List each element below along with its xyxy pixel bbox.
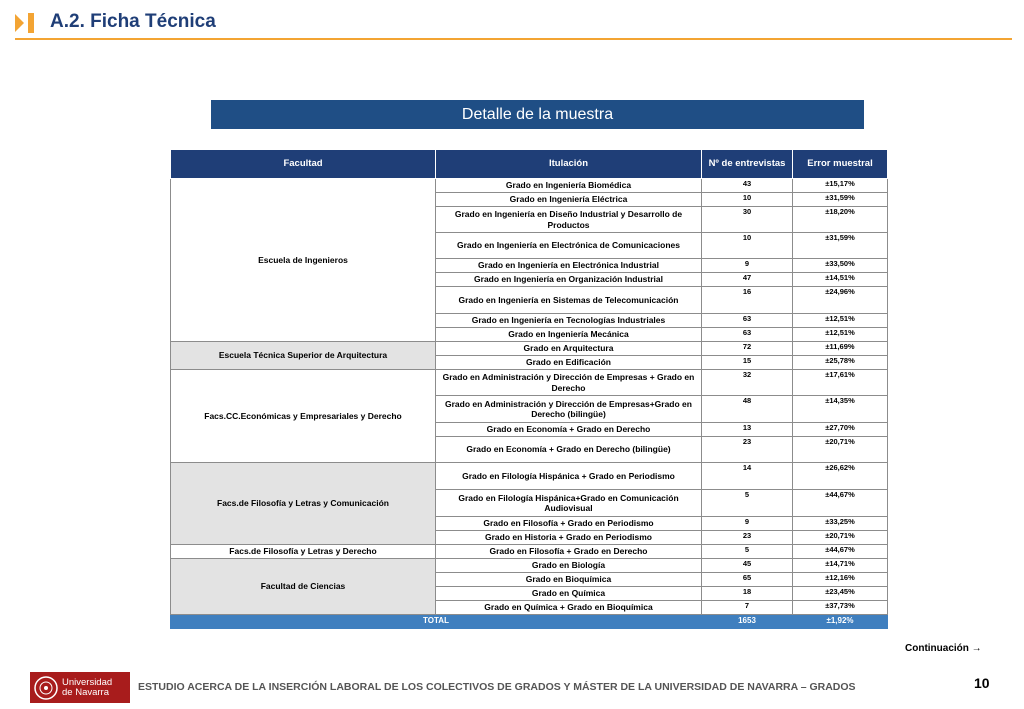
continuation-link[interactable]	[905, 643, 982, 654]
chevron-bar-icon	[15, 12, 39, 34]
total-label: TOTAL	[171, 615, 702, 629]
titulacion-cell: Grado en Filología Hispánica + Grado en Periodismo	[436, 463, 702, 490]
university-logo	[30, 672, 130, 703]
entrevistas-cell: 18	[702, 587, 793, 601]
section-banner: Detalle de la muestra	[211, 100, 864, 129]
entrevistas-cell: 72	[702, 342, 793, 356]
error-cell: ±31,59%	[793, 193, 888, 207]
error-cell: ±12,16%	[793, 573, 888, 587]
titulacion-cell: Grado en Filología Hispánica+Grado en Comunicación Audiovisual	[436, 490, 702, 517]
titulacion-cell: Grado en Arquitectura	[436, 342, 702, 356]
page-title: A.2. Ficha Técnica	[50, 11, 216, 32]
facultad-cell: Escuela Técnica Superior de Arquitectura	[171, 342, 436, 370]
error-cell: ±11,69%	[793, 342, 888, 356]
error-cell: ±17,61%	[793, 370, 888, 396]
continuation-label: Continuación	[905, 643, 969, 654]
entrevistas-cell: 65	[702, 573, 793, 587]
titulacion-cell: Grado en Historia + Grado en Periodismo	[436, 531, 702, 545]
header-error: Error muestral	[793, 150, 888, 179]
error-cell: ±27,70%	[793, 423, 888, 437]
error-cell: ±14,35%	[793, 396, 888, 423]
titulacion-cell: Grado en Química	[436, 587, 702, 601]
logo-line-2: de Navarra	[62, 686, 109, 698]
entrevistas-cell: 48	[702, 396, 793, 423]
titulacion-cell: Grado en Bioquímica	[436, 573, 702, 587]
header-divider	[15, 38, 1012, 40]
entrevistas-cell: 47	[702, 273, 793, 287]
titulacion-cell: Grado en Economía + Grado en Derecho	[436, 423, 702, 437]
header-titulacion: Itulación	[436, 150, 702, 179]
error-cell: ±20,71%	[793, 437, 888, 463]
table-header-row	[171, 150, 888, 179]
titulacion-cell: Grado en Administración y Dirección de Empresas + Grado en Derecho	[436, 370, 702, 396]
titulacion-cell: Grado en Economía + Grado en Derecho (bilingüe)	[436, 437, 702, 463]
table-row	[171, 179, 888, 193]
titulacion-cell: Grado en Ingeniería en Sistemas de Telecomunicación	[436, 287, 702, 314]
titulacion-cell: Grado en Ingeniería en Electrónica de Comunicaciones	[436, 233, 702, 259]
titulacion-cell: Grado en Ingeniería Biomédica	[436, 179, 702, 193]
error-cell: ±18,20%	[793, 207, 888, 233]
error-cell: ±14,51%	[793, 273, 888, 287]
facultad-cell: Facs.de Filosofía y Letras y Derecho	[171, 545, 436, 559]
entrevistas-cell: 7	[702, 601, 793, 615]
error-cell: ±20,71%	[793, 531, 888, 545]
page-number: 10	[974, 675, 990, 691]
total-error: ±1,92%	[793, 615, 888, 629]
entrevistas-cell: 32	[702, 370, 793, 396]
error-cell: ±25,78%	[793, 356, 888, 370]
error-cell: ±33,50%	[793, 259, 888, 273]
sample-table	[170, 149, 888, 629]
error-cell: ±23,45%	[793, 587, 888, 601]
header-facultad: Facultad	[171, 150, 436, 179]
logo-line-1: Universidad	[62, 676, 113, 688]
titulacion-cell: Grado en Química + Grado en Bioquímica	[436, 601, 702, 615]
titulacion-cell: Grado en Biología	[436, 559, 702, 573]
university-seal-icon	[34, 676, 58, 700]
entrevistas-cell: 5	[702, 545, 793, 559]
entrevistas-cell: 9	[702, 517, 793, 531]
entrevistas-cell: 13	[702, 423, 793, 437]
error-cell: ±12,51%	[793, 314, 888, 328]
table-row	[171, 545, 888, 559]
arrow-right-icon: →	[971, 643, 982, 654]
error-cell: ±14,71%	[793, 559, 888, 573]
error-cell: ±15,17%	[793, 179, 888, 193]
total-row	[171, 615, 888, 629]
titulacion-cell: Grado en Edificación	[436, 356, 702, 370]
facultad-cell: Facs.de Filosofía y Letras y Comunicación	[171, 463, 436, 545]
entrevistas-cell: 23	[702, 437, 793, 463]
entrevistas-cell: 15	[702, 356, 793, 370]
titulacion-cell: Grado en Administración y Dirección de Empresas+Grado en Derecho (bilingüe)	[436, 396, 702, 423]
table-row	[171, 370, 888, 396]
entrevistas-cell: 10	[702, 193, 793, 207]
error-cell: ±31,59%	[793, 233, 888, 259]
entrevistas-cell: 16	[702, 287, 793, 314]
table-row	[171, 463, 888, 490]
entrevistas-cell: 10	[702, 233, 793, 259]
facultad-cell: Escuela de Ingenieros	[171, 179, 436, 342]
error-cell: ±12,51%	[793, 328, 888, 342]
error-cell: ±44,67%	[793, 545, 888, 559]
header-entrevistas: Nº de entrevistas	[702, 150, 793, 179]
entrevistas-cell: 45	[702, 559, 793, 573]
table-row	[171, 342, 888, 356]
entrevistas-cell: 43	[702, 179, 793, 193]
entrevistas-cell: 14	[702, 463, 793, 490]
titulacion-cell: Grado en Filosofía + Grado en Periodismo	[436, 517, 702, 531]
entrevistas-cell: 23	[702, 531, 793, 545]
titulacion-cell: Grado en Ingeniería Eléctrica	[436, 193, 702, 207]
error-cell: ±44,67%	[793, 490, 888, 517]
error-cell: ±26,62%	[793, 463, 888, 490]
error-cell: ±37,73%	[793, 601, 888, 615]
error-cell: ±24,96%	[793, 287, 888, 314]
titulacion-cell: Grado en Ingeniería en Organización Industrial	[436, 273, 702, 287]
total-entrevistas: 1653	[702, 615, 793, 629]
table-row	[171, 559, 888, 573]
titulacion-cell: Grado en Filosofía + Grado en Derecho	[436, 545, 702, 559]
entrevistas-cell: 63	[702, 328, 793, 342]
titulacion-cell: Grado en Ingeniería Mecánica	[436, 328, 702, 342]
facultad-cell: Facs.CC.Económicas y Empresariales y Derecho	[171, 370, 436, 463]
footer-text: ESTUDIO ACERCA DE LA INSERCIÓN LABORAL DE LOS COLECTIVOS DE GRADOS Y MÁSTER DE LA UNIVERSIDAD DE NAVARRA – GRADOS	[138, 681, 856, 693]
facultad-cell: Facultad de Ciencias	[171, 559, 436, 615]
entrevistas-cell: 63	[702, 314, 793, 328]
entrevistas-cell: 9	[702, 259, 793, 273]
titulacion-cell: Grado en Ingeniería en Tecnologías Industriales	[436, 314, 702, 328]
error-cell: ±33,25%	[793, 517, 888, 531]
titulacion-cell: Grado en Ingeniería en Electrónica Industrial	[436, 259, 702, 273]
entrevistas-cell: 5	[702, 490, 793, 517]
titulacion-cell: Grado en Ingeniería en Diseño Industrial y Desarrollo de Productos	[436, 207, 702, 233]
entrevistas-cell: 30	[702, 207, 793, 233]
